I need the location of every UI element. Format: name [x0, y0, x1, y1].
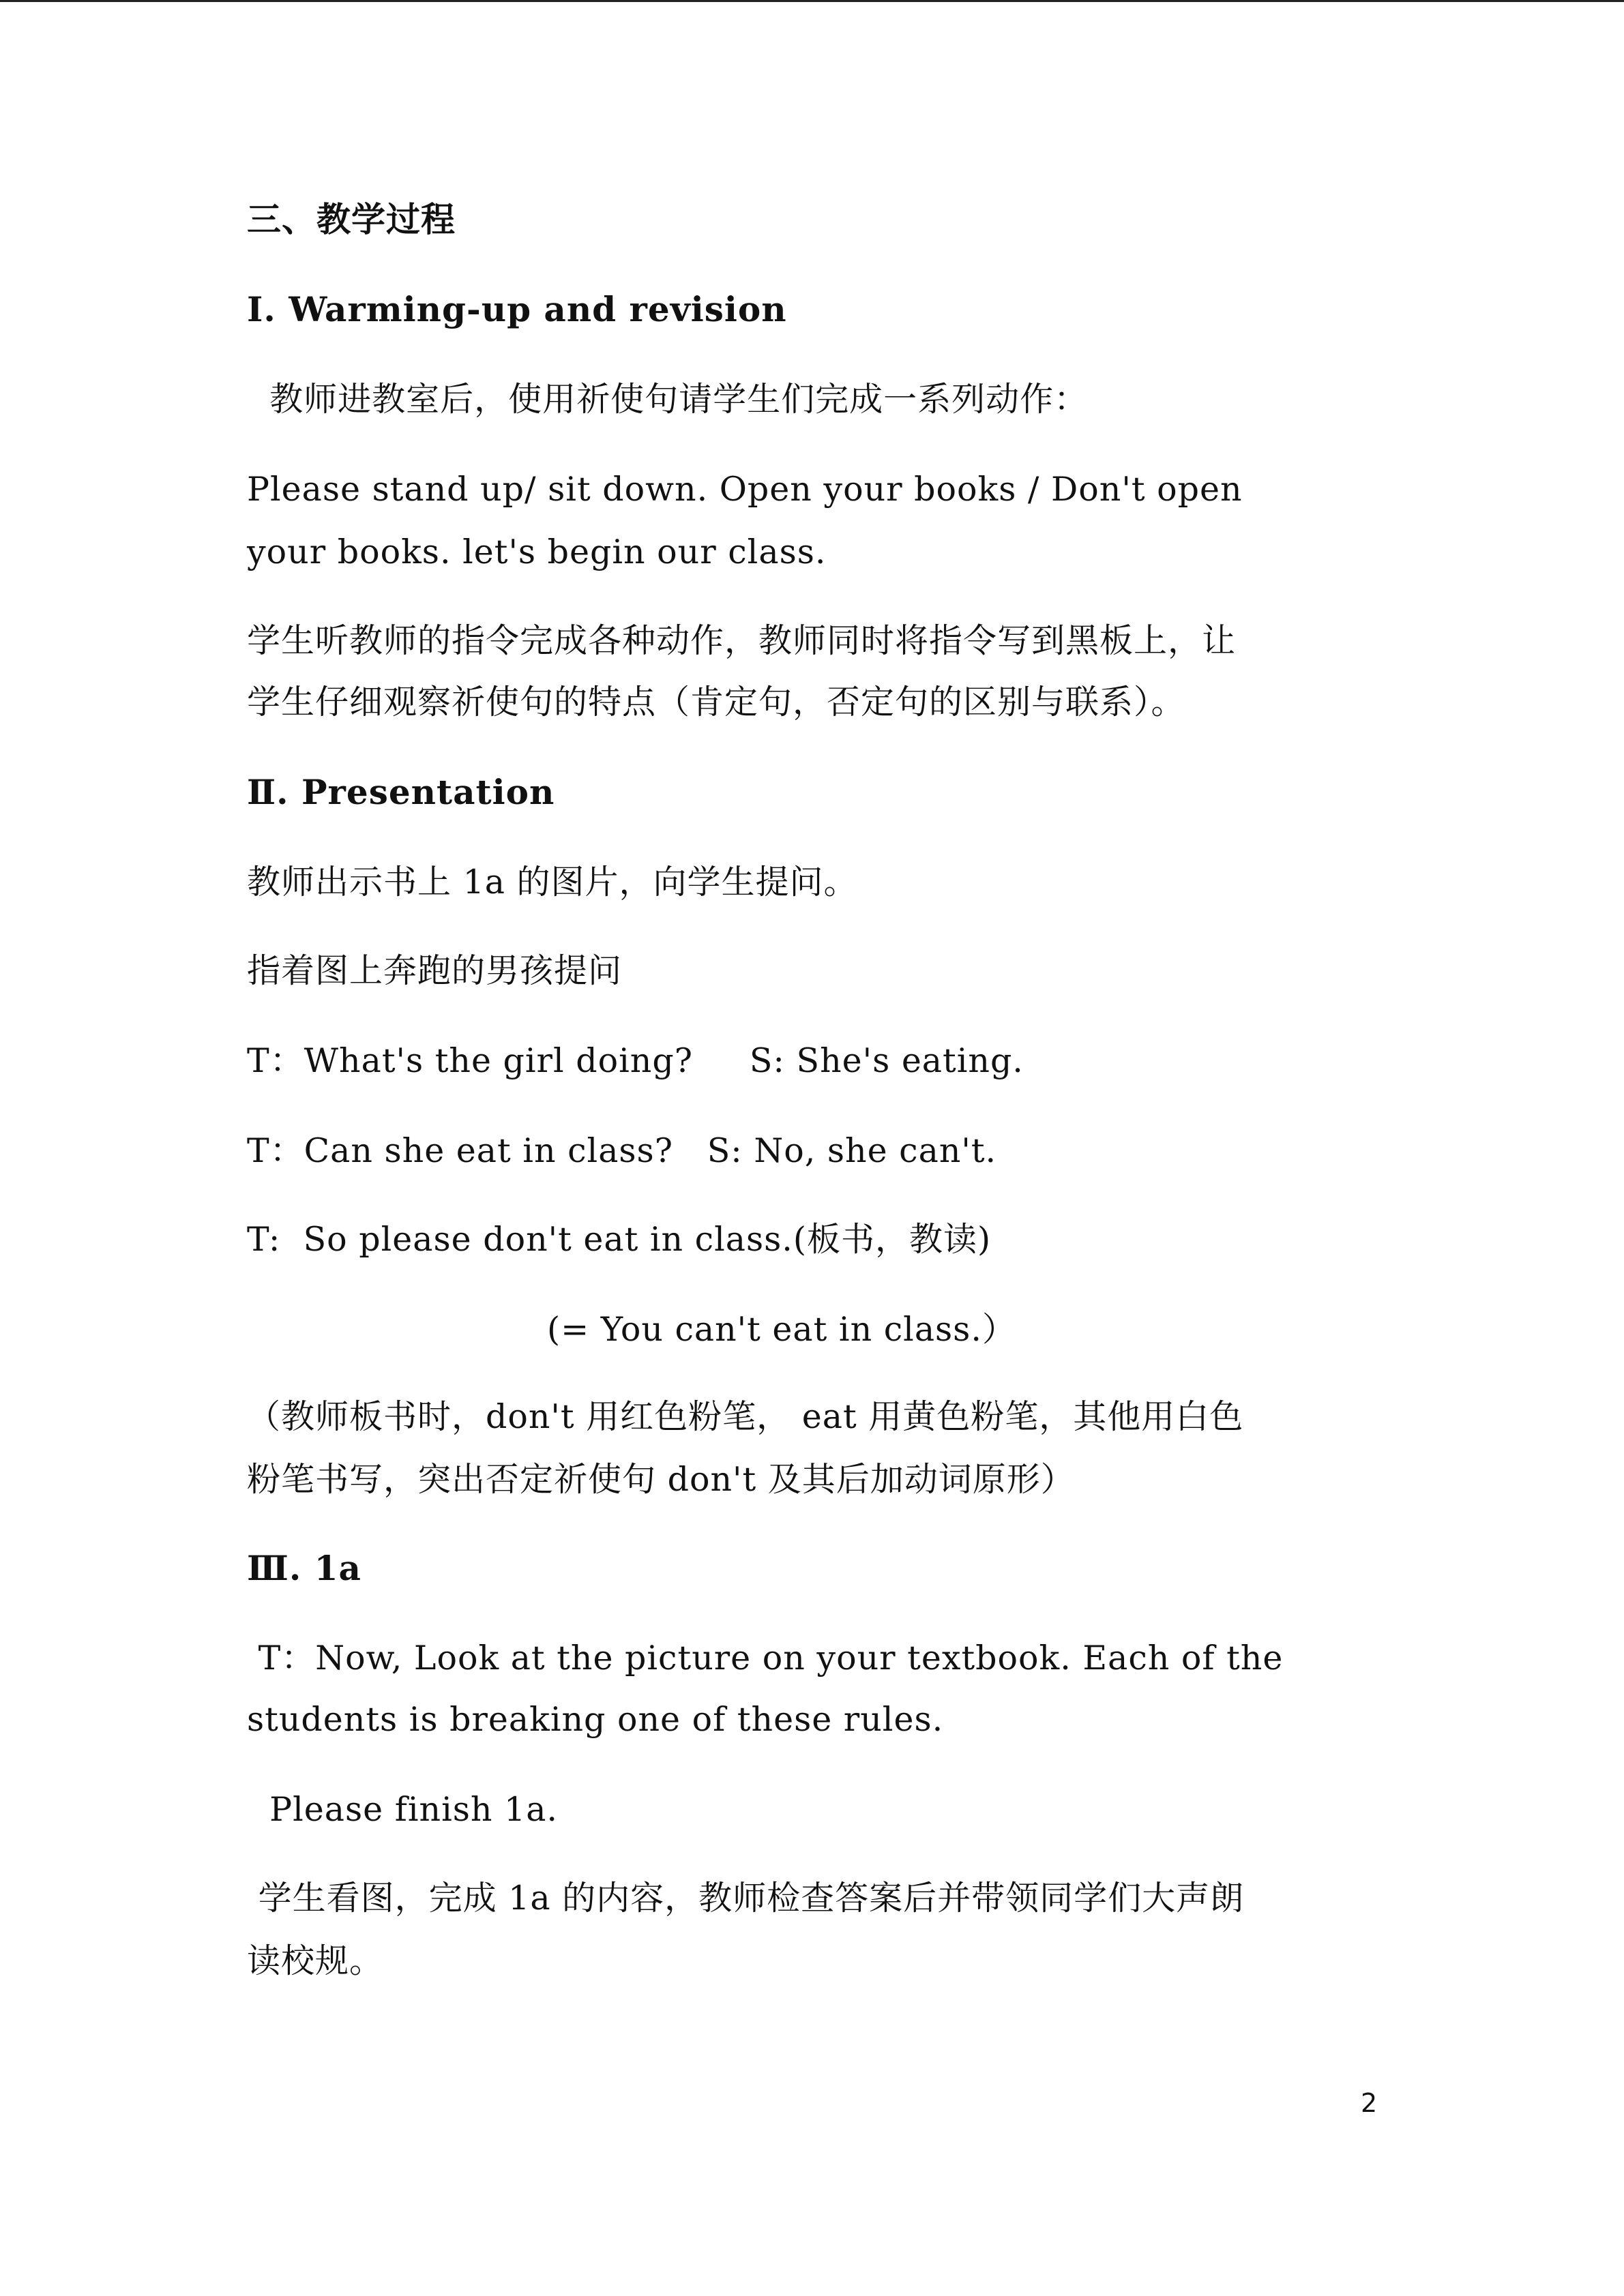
part3-paragraph-3-line-2: 读校规。 [247, 1941, 384, 1980]
teacher-note-line-1: （教师板书时，don't 用红色粉笔， eat 用黄色粉笔，其他用白色 [247, 1397, 1244, 1436]
part2-paragraph-1: 教师出示书上 1a 的图片，向学生提问。 [247, 863, 858, 901]
section-title: 三、教学过程 [247, 199, 456, 239]
dialog-line-4: (= You can't eat in class.） [547, 1310, 1016, 1349]
part3-paragraph-1-line-1: T：Now, Look at the picture on your textbook. Each of the [247, 1639, 1284, 1678]
part1-paragraph-3-line-2: 学生仔细观察祈使句的特点（肯定句，否定句的区别与联系）。 [247, 683, 1185, 721]
dialog-line-3: T: So please don't eat in class.(板书，教读) [247, 1220, 992, 1259]
page-number: 2 [1361, 2088, 1378, 2118]
part2-paragraph-2: 指着图上奔跑的男孩提问 [247, 951, 623, 990]
part1-paragraph-1: 教师进教室后，使用祈使句请学生们完成一系列动作： [247, 380, 1089, 419]
part3-paragraph-2: Please finish 1a. [247, 1790, 559, 1829]
dialog-line-2: T：Can she eat in class? S: No, she can't. [247, 1131, 997, 1170]
part3-paragraph-3-line-1: 学生看图，完成 1a 的内容，教师检查答案后并带领同学们大声朗 [247, 1879, 1245, 1918]
part3-paragraph-1-line-2: students is breaking one of these rules. [247, 1700, 944, 1739]
dialog-line-1: T：What's the girl doing? S: She's eating. [247, 1041, 1024, 1080]
teacher-note-line-2: 粉笔书写，突出否定祈使句 don't 及其后加动词原形） [247, 1460, 1075, 1499]
part3-heading: Ⅲ. 1a [247, 1548, 361, 1588]
part1-paragraph-2-line-1: Please stand up/ sit down. Open your books / Don't open [247, 470, 1243, 509]
part1-paragraph-3-line-1: 学生听教师的指令完成各种动作，教师同时将指令写到黑板上，让 [247, 621, 1237, 660]
part1-heading: Ⅰ. Warming-up and revision [247, 289, 787, 329]
part1-paragraph-2-line-2: your books. let's begin our class. [247, 533, 827, 571]
part2-heading: Ⅱ. Presentation [247, 772, 555, 812]
page-top-border [0, 0, 1624, 2]
